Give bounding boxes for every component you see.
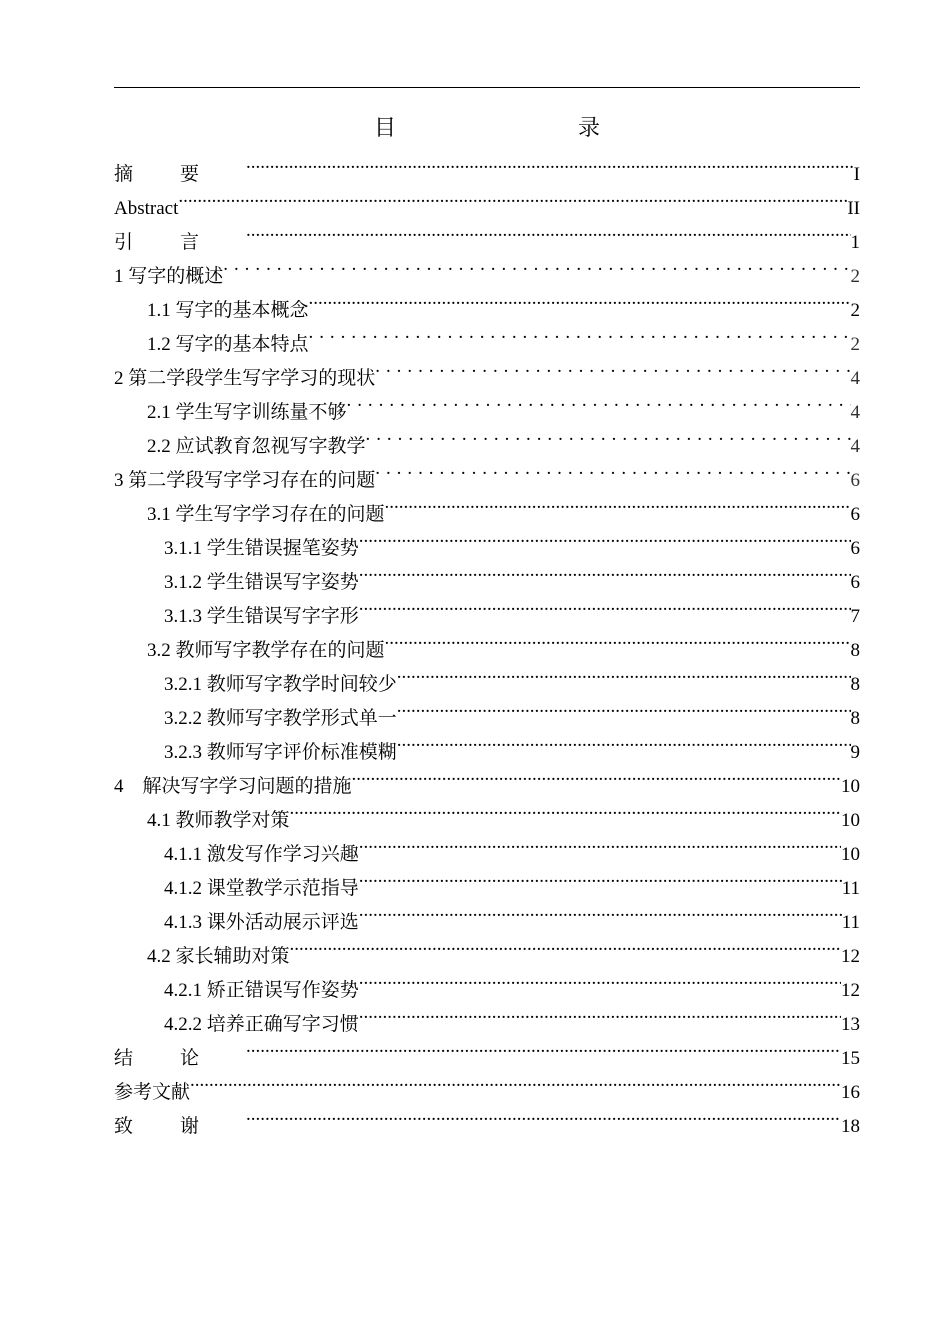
toc-entry-label: 2 第二学段学生写字学习的现状 bbox=[114, 368, 376, 389]
dot-leader bbox=[246, 1098, 841, 1132]
toc-entry-label: 3.2 教师写字教学存在的问题 bbox=[147, 640, 385, 661]
toc-title: 目 录 bbox=[373, 116, 646, 141]
toc-entry-page: 6 bbox=[850, 572, 860, 593]
toc-entry-page: 4 bbox=[850, 436, 860, 457]
table-of-contents bbox=[114, 146, 860, 1137]
dot-leader bbox=[309, 316, 851, 350]
dot-leader bbox=[366, 418, 851, 452]
toc-entry-page: 6 bbox=[850, 538, 860, 559]
dot-leader bbox=[246, 146, 854, 180]
toc-entry-label: 3.1.3 学生错误写字字形 bbox=[164, 606, 359, 627]
toc-entry-page: 2 bbox=[850, 266, 860, 287]
toc-entry-label: 3.2.2 教师写字教学形式单一 bbox=[164, 708, 397, 729]
toc-entry-label: 2.1 学生写字训练量不够 bbox=[147, 402, 347, 423]
toc-entry-label: 1 写字的概述 bbox=[114, 266, 224, 287]
toc-entry-label: 3.2.3 教师写字评价标准模糊 bbox=[164, 742, 397, 763]
dot-leader bbox=[397, 690, 851, 724]
toc-entry-label: 3.1 学生写字学习存在的问题 bbox=[147, 504, 385, 525]
toc-entry-abstract-en[interactable] bbox=[114, 180, 860, 219]
dot-leader bbox=[246, 214, 850, 248]
dot-leader bbox=[359, 554, 851, 588]
toc-entry-label: 4.1.1 激发写作学习兴趣 bbox=[164, 844, 359, 865]
toc-entry-page: 18 bbox=[841, 1116, 860, 1137]
toc-entry-page: 4 bbox=[850, 402, 860, 423]
toc-entry-page: 11 bbox=[841, 912, 860, 933]
toc-entry-page: 8 bbox=[850, 674, 860, 695]
toc-entry-page: 11 bbox=[841, 878, 860, 899]
dot-leader bbox=[359, 894, 842, 928]
dot-leader bbox=[290, 928, 841, 962]
toc-entry-label: 4.1 教师教学对策 bbox=[147, 810, 290, 831]
dot-leader bbox=[359, 826, 841, 860]
dot-leader bbox=[359, 520, 851, 554]
toc-entry-label: 4.2.1 矫正错误写作姿势 bbox=[164, 980, 359, 1001]
dot-leader bbox=[375, 350, 850, 384]
dot-leader bbox=[385, 486, 851, 520]
toc-entry-introduction[interactable] bbox=[114, 214, 860, 253]
toc-entry-page: 13 bbox=[841, 1014, 860, 1035]
dot-leader bbox=[347, 384, 851, 418]
toc-entry-page: 15 bbox=[841, 1048, 860, 1069]
dot-leader bbox=[352, 758, 841, 792]
toc-entry-label: 4.1.2 课堂教学示范指导 bbox=[164, 878, 359, 899]
dot-leader bbox=[309, 282, 851, 316]
dot-leader bbox=[359, 860, 842, 894]
toc-entry-section-1-1[interactable] bbox=[114, 282, 860, 321]
toc-entry-label: 4 解决写字学习问题的措施 bbox=[114, 776, 352, 797]
header-rule bbox=[114, 87, 860, 88]
dot-leader bbox=[375, 452, 850, 486]
toc-entry-page: 9 bbox=[850, 742, 860, 763]
toc-entry-label: 参考文献 bbox=[114, 1082, 191, 1103]
toc-entry-label: 引言 bbox=[114, 232, 247, 253]
toc-entry-page: 6 bbox=[850, 504, 860, 525]
toc-entry-page: 1 bbox=[850, 232, 860, 253]
toc-entry-page: 6 bbox=[850, 470, 860, 491]
toc-entry-page: 12 bbox=[841, 980, 860, 1001]
toc-entry-acknowledgements[interactable] bbox=[114, 1098, 860, 1137]
toc-entry-label: 1.1 写字的基本概念 bbox=[147, 300, 309, 321]
toc-entry-page: II bbox=[847, 198, 860, 219]
toc-entry-page: 12 bbox=[841, 946, 860, 967]
toc-entry-page: I bbox=[853, 164, 860, 185]
dot-leader bbox=[397, 724, 851, 758]
toc-entry-abstract-cn[interactable] bbox=[114, 146, 860, 185]
dot-leader bbox=[359, 962, 841, 996]
toc-entry-page: 16 bbox=[841, 1082, 860, 1103]
toc-entry-page: 2 bbox=[850, 300, 860, 321]
toc-entry-label: 4.2 家长辅助对策 bbox=[147, 946, 290, 967]
toc-entry-label: 3.1.1 学生错误握笔姿势 bbox=[164, 538, 359, 559]
toc-entry-label: 3.2.1 教师写字教学时间较少 bbox=[164, 674, 397, 695]
dot-leader bbox=[178, 180, 847, 214]
toc-entry-page: 4 bbox=[850, 368, 860, 389]
dot-leader bbox=[223, 248, 850, 282]
toc-entry-label: 2.2 应试教育忽视写字教学 bbox=[147, 436, 366, 457]
dot-leader bbox=[190, 1064, 841, 1098]
toc-entry-label: 致谢 bbox=[114, 1116, 247, 1137]
toc-entry-label: 摘要 bbox=[114, 164, 247, 185]
toc-entry-page: 7 bbox=[850, 606, 860, 627]
dot-leader bbox=[385, 622, 851, 656]
dot-leader bbox=[397, 656, 851, 690]
toc-entry-chapter-1[interactable] bbox=[114, 248, 860, 287]
toc-entry-page: 10 bbox=[841, 844, 860, 865]
toc-entry-page: 10 bbox=[841, 810, 860, 831]
toc-entry-page: 8 bbox=[850, 708, 860, 729]
toc-entry-label: 3 第二学段写字学习存在的问题 bbox=[114, 470, 376, 491]
toc-entry-label: 4.1.3 课外活动展示评选 bbox=[164, 912, 359, 933]
toc-entry-page: 10 bbox=[841, 776, 860, 797]
toc-entry-label: Abstract bbox=[114, 198, 179, 219]
toc-entry-label: 4.2.2 培养正确写字习惯 bbox=[164, 1014, 359, 1035]
dot-leader bbox=[246, 1030, 841, 1064]
toc-entry-label: 结论 bbox=[114, 1048, 247, 1069]
toc-entry-label: 3.1.2 学生错误写字姿势 bbox=[164, 572, 359, 593]
dot-leader bbox=[290, 792, 841, 826]
toc-entry-page: 2 bbox=[850, 334, 860, 355]
toc-entry-page: 8 bbox=[850, 640, 860, 661]
dot-leader bbox=[359, 996, 841, 1030]
dot-leader bbox=[359, 588, 851, 622]
toc-entry-label: 1.2 写字的基本特点 bbox=[147, 334, 309, 355]
toc-entry-references[interactable] bbox=[114, 1064, 860, 1103]
